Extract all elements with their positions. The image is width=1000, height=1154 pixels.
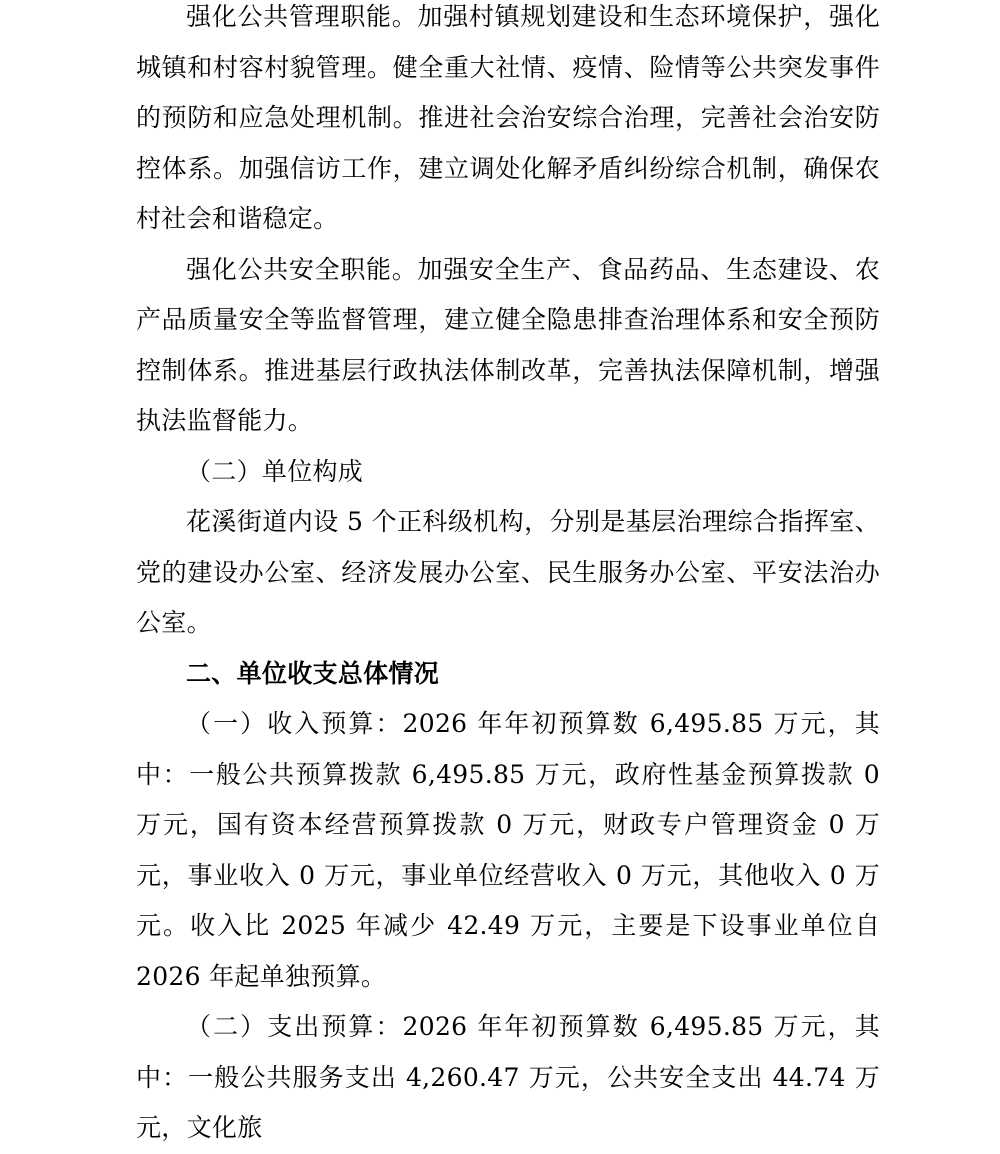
income-label: （一）收入预算： bbox=[186, 709, 403, 738]
paragraph-unit-structure: 花溪街道内设 5 个正科级机构，分别是基层治理综合指挥室、党的建设办公室、经济发展办公室、民生服务办公室、平安法治办公室。 bbox=[136, 507, 880, 637]
paragraph-public-management: 强化公共管理职能。加强村镇规划建设和生态环境保护，强化城镇和村容村貌管理。健全重大社情、疫情、险情等公共突发事件的预防和应急处理机制。推进社会治安综合治理，完善社会治安防控体系。加强信访工作，建立调处化解矛盾纠纷综合机制，确保农村社会和谐稳定。 bbox=[136, 2, 880, 233]
income-text: 2026 年年初预算数 6,495.85 万元，其中：一般公共预算拨款 6,495.85 万元，政府性基金预算拨款 0 万元，国有资本经营预算拨款 0 万元，财政专户管理资金 0 万元，事业收入 0 万元，事业单位经营收入 0 万元，其他收入 0 万元。收入比 2025 年减少 42.49 万元，主要是下设事业单位自 2026 年起单独预算。 bbox=[136, 709, 881, 991]
document-page bbox=[136, 0, 880, 1154]
expense-label: （二）支出预算： bbox=[186, 1012, 403, 1041]
paragraph-expense bbox=[136, 1002, 880, 1154]
expense-text: 2026 年年初预算数 6,495.85 万元，其中：一般公共服务支出 4,260.47 万元，公共安全支出 44.74 万元，文化旅 bbox=[136, 1012, 881, 1142]
heading-section-2: 二、单位收支总体情况 bbox=[186, 658, 440, 688]
paragraph-income bbox=[136, 699, 880, 1002]
heading-unit-structure: （二）单位构成 bbox=[186, 456, 364, 486]
paragraph-public-safety: 强化公共安全职能。加强安全生产、食品药品、生态建设、农产品质量安全等监督管理，建立健全隐患排查治理体系和安全预防控制体系。推进基层行政执法体制改革，完善执法保障机制，增强执法监督能力。 bbox=[136, 254, 880, 435]
